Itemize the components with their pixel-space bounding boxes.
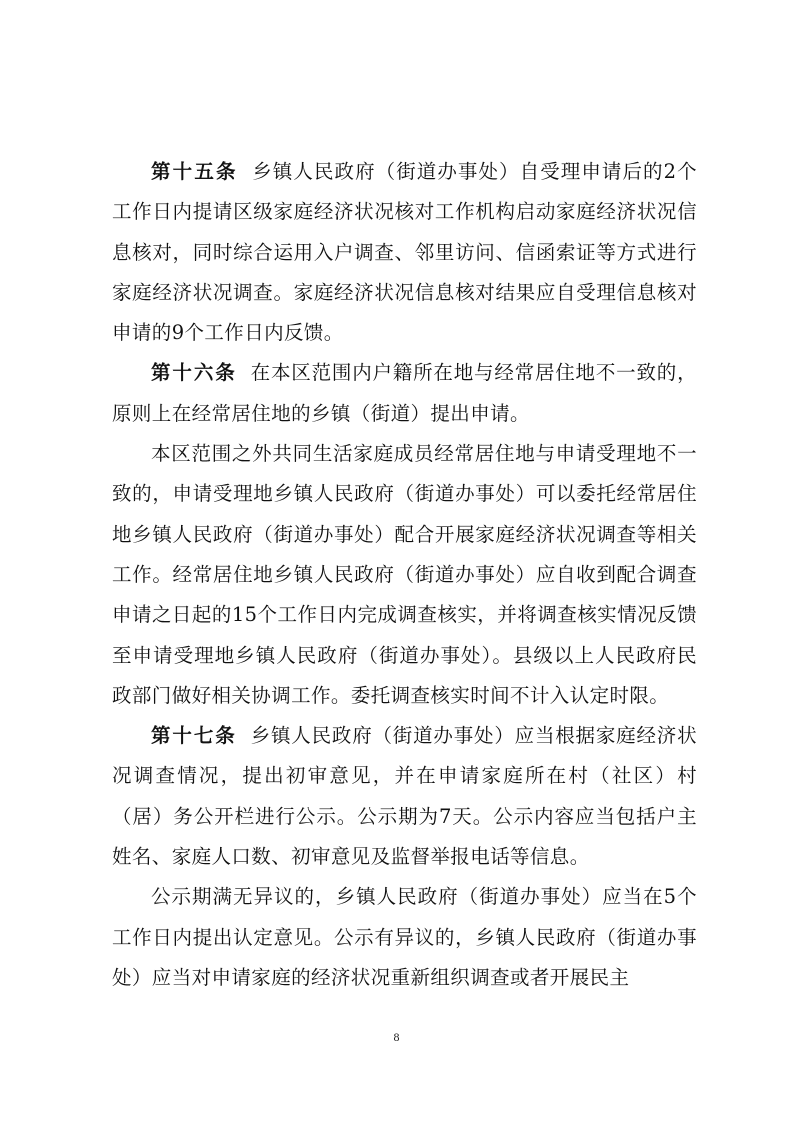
paragraph-article-17-cont bbox=[112, 877, 697, 998]
paragraph-article-15 bbox=[112, 152, 697, 353]
paragraph-article-16 bbox=[112, 353, 697, 434]
paragraph-article-17 bbox=[112, 716, 697, 877]
paragraph-text: 本区范围之外共同生活家庭成员经常居住地与申请受理地不一致的，申请受理地乡镇人民政府（街道办事处）可以委托经常居住地乡镇人民政府（街道办事处）配合开展家庭经济状况调查等相关工作。经常居住地乡镇人民政府（街道办事处）应自收到配合调查申请之日起的15个工作日内完成调查核实，并将调查核实情况反馈至申请受理地乡镇人民政府（街道办事处）。县级以上人民政府民政部门做好相关协调工作。委托调查核实时间不计入认定时限。 bbox=[112, 442, 697, 707]
paragraph-text: 乡镇人民政府（街道办事处）应当根据家庭经济状况调查情况，提出初审意见，并在申请家庭所在村（社区）村（居）务公开栏进行公示。公示期为7天。公示内容应当包括户主姓名、家庭人口数、初审意见及监督举报电话等信息。 bbox=[112, 724, 697, 869]
article-heading-16: 第十六条 bbox=[151, 361, 237, 385]
article-heading-17: 第十七条 bbox=[151, 724, 237, 748]
paragraph-text: 公示期满无异议的，乡镇人民政府（街道办事处）应当在5个工作日内提出认定意见。公示有异议的，乡镇人民政府（街道办事处）应当对申请家庭的经济状况重新组织调查或者开展民主 bbox=[112, 885, 697, 989]
document-body bbox=[112, 152, 697, 998]
paragraph-text: 乡镇人民政府（街道办事处）自受理申请后的2个工作日内提请区级家庭经济状况核对工作机构启动家庭经济状况信息核对，同时综合运用入户调查、邻里访问、信函索证等方式进行家庭经济状况调查。家庭经济状况信息核对结果应自受理信息核对申请的9个工作日内反馈。 bbox=[112, 160, 697, 345]
paragraph-article-16-cont bbox=[112, 434, 697, 716]
page-number: 8 bbox=[393, 1030, 400, 1044]
article-heading-15: 第十五条 bbox=[151, 160, 238, 183]
paragraph-text: 在本区范围内户籍所在地与经常居住地不一致的，原则上在经常居住地的乡镇（街道）提出申请。 bbox=[112, 361, 697, 425]
